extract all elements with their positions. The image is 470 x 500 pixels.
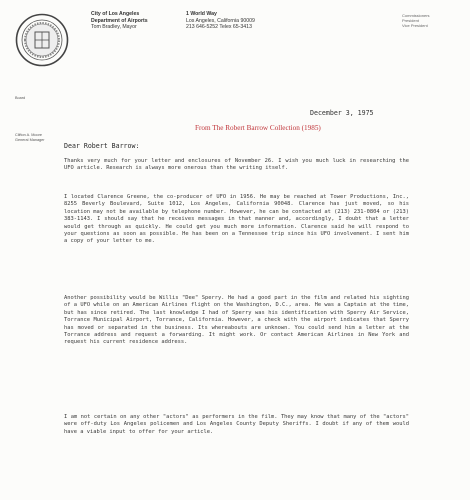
letterhead-address — [186, 11, 306, 31]
department-name: Department of Airports — [91, 17, 148, 24]
paragraph-3: Another possibility would be Willis "Dee" Sperry. He had a good part in the film and related his sighting of a UFO while on an American Airlines flight on the Washington, D.C., area. He was a Captain at the time, but has since retired. The last knowledge I had of Sperry was his identification with Sperry Air Service, Torrance Municipal Airport, Torrance, California. However, a check with the airport indicates that Sperry has moved or separated in the business. Its whereabouts are unknown. You could send him a letter at the Torrance address and request a forwarding. It might work. Or contact American Airlines in New York and request his current residence address. — [64, 295, 413, 346]
general-manager-block — [15, 133, 63, 142]
collection-annotation: From The Robert Barrow Collection (1985) — [195, 124, 321, 132]
letterhead-org — [91, 11, 171, 31]
address-phone: 213 646-5252 Telex 65-3413 — [186, 24, 252, 31]
roster-line: Board — [15, 96, 26, 100]
gm-name: Clifton A. Moore — [15, 133, 43, 137]
salutation: Dear Robert Barrow: — [64, 142, 140, 150]
board-list — [15, 96, 63, 101]
paragraph-2: I located Clarence Greene, the co-producer of UFO in 1956. He may be reached at Tower Productions, Inc., 8255 Beverly Boulevard, Suite 1012, Los Angeles, California 90048. Clarence has just moved, so his location may not be available by telephone number. However, he can be contacted at (213) 231-0804 or (213) 383-1143. I should say that he receives messages in that manner and, accordingly, I doubt that a letter would get through as quickly. He could get you much more information. Clarence said he will respond to your questions as soon as possible. He has been on a Tennessee trip since his UFO involvement. I sent him a copy of your letter to me. — [64, 194, 413, 245]
city-seal-icon — [15, 13, 69, 67]
letter-date: December 3, 1975 — [310, 109, 374, 117]
roster-line: Vice President — [402, 23, 428, 28]
roster-line: Commissioners — [402, 13, 430, 18]
roster-line: President — [402, 18, 419, 23]
gm-title: General Manager — [15, 137, 45, 142]
address-city: Los Angeles, California 90009 — [186, 17, 255, 24]
paragraph-4: I am not certain on any other "actors" as performers in the film. They may know that many of the "actors" were off-duty Los Angeles policemen and Los Angeles County Deputy Sheriffs. I doubt if any of them would have a viable input to offer for your article. — [64, 414, 413, 435]
org-name: City of Los Angeles — [91, 11, 140, 17]
address-street: 1 World Way — [186, 11, 217, 17]
commissioners-list — [402, 13, 462, 28]
mayor-name: Tom Bradley, Mayor — [91, 24, 137, 31]
paragraph-1: Thanks very much for your letter and enclosures of November 26. I wish you much luck in researching the UFO article. Research is always more onerous than the writing itself. — [64, 158, 413, 172]
